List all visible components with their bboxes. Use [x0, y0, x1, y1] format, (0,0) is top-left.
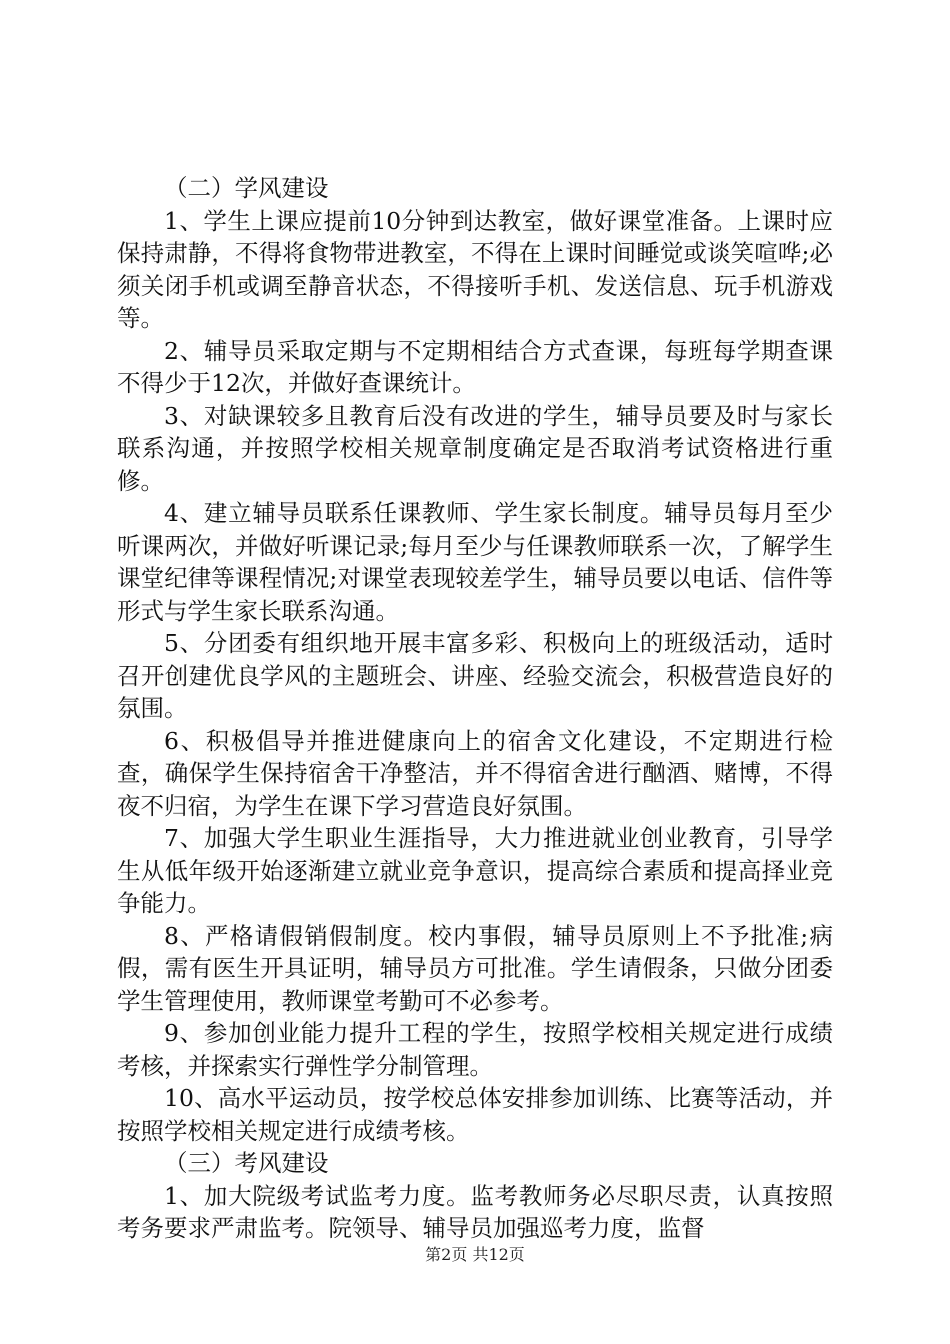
paragraph-item-6: 6、积极倡导并推进健康向上的宿舍文化建设，不定期进行检查，确保学生保持宿舍干净整洁，并不得宿舍进行酗酒、赌博，不得夜不归宿，为学生在课下学习营造良好氛围。	[117, 726, 833, 820]
paragraph-item-3: 3、对缺课较多且教育后没有改进的学生，辅导员要及时与家长联系沟通，并按照学校相关规章制度确定是否取消考试资格进行重修。	[117, 401, 833, 495]
paragraph-item-8: 8、严格请假销假制度。校内事假，辅导员原则上不予批准;病假，需有医生开具证明，辅导员方可批准。学生请假条，只做分团委学生管理使用，教师课堂考勤可不必参考。	[117, 921, 833, 1015]
paragraph-item-4: 4、建立辅导员联系任课教师、学生家长制度。辅导员每月至少听课两次，并做好听课记录;每月至少与任课教师联系一次，了解学生课堂纪律等课程情况;对课堂表现较差学生，辅导员要以电话、信件等形式与学生家长联系沟通。	[117, 499, 833, 625]
paragraph-item-1: 1、学生上课应提前10分钟到达教室，做好课堂准备。上课时应保持肃静，不得将食物带进教室，不得在上课时间睡觉或谈笑喧哗;必须关闭手机或调至静音状态，不得接听手机、发送信息、玩手机游戏等。	[117, 206, 833, 332]
section-heading-study-style: （二）学风建设	[164, 174, 329, 202]
document-body	[117, 172, 833, 1245]
paragraph-item-9: 9、参加创业能力提升工程的学生，按照学校相关规定进行成绩考核，并探索实行弹性学分制管理。	[117, 1019, 833, 1080]
paragraph-item-5: 5、分团委有组织地开展丰富多彩、积极向上的班级活动，适时召开创建优良学风的主题班会、讲座、经验交流会，积极营造良好的氛围。	[117, 629, 833, 722]
paragraph-item-2: 2、辅导员采取定期与不定期相结合方式查课，每班每学期查课不得少于12次，并做好查课统计。	[117, 336, 833, 397]
paragraph-exam-item-1: 1、加大院级考试监考力度。监考教师务必尽职尽责，认真按照考务要求严肃监考。院领导、辅导员加强巡考力度，监督	[117, 1181, 833, 1242]
paragraph-item-7: 7、加强大学生职业生涯指导，大力推进就业创业教育，引导学生从低年级开始逐渐建立就业竞争意识，提高综合素质和提高择业竞争能力。	[117, 824, 833, 917]
page-number-footer: 第2页 共12页	[425, 1245, 525, 1264]
paragraph-item-10: 10、高水平运动员，按学校总体安排参加训练、比赛等活动，并按照学校相关规定进行成绩考核。	[117, 1084, 833, 1145]
section-heading-exam-style: （三）考风建设	[164, 1149, 329, 1177]
